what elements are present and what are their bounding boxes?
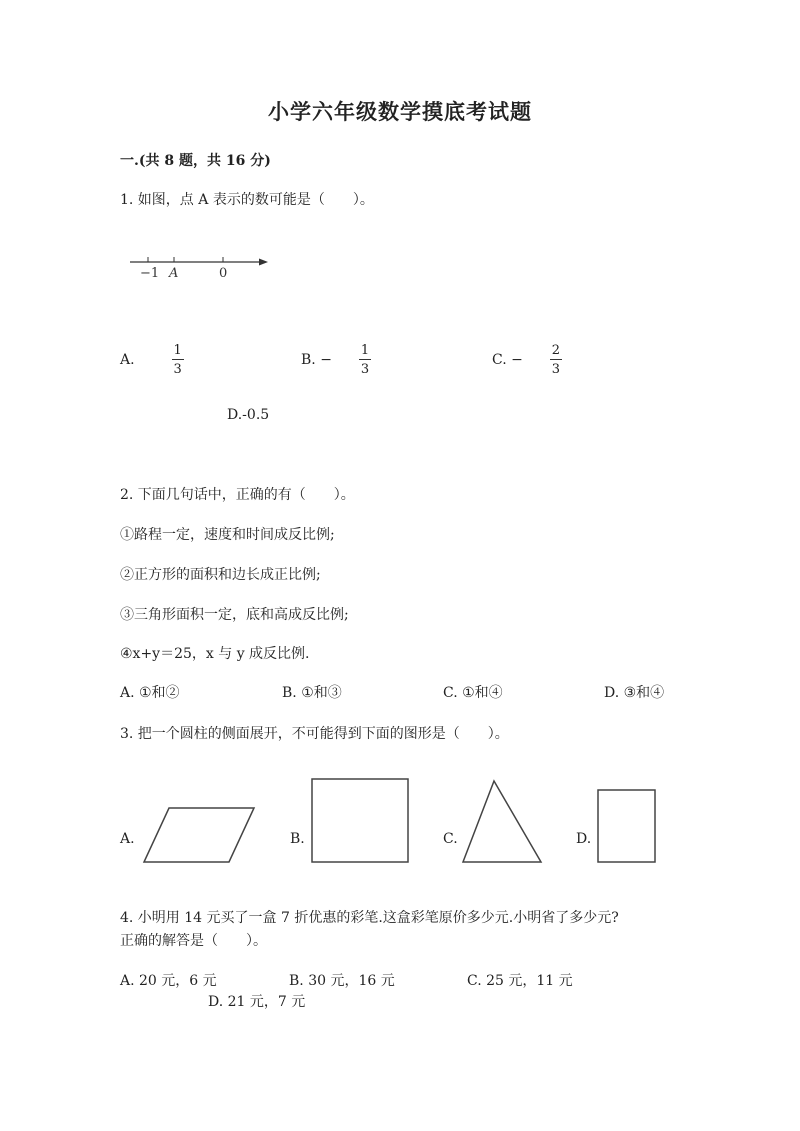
q2-option-b[interactable]: B. ①和③: [282, 685, 342, 701]
q1-option-b[interactable]: [301, 344, 371, 376]
wide-rectangle-shape: [310, 777, 411, 865]
option-label: A.: [120, 352, 135, 368]
option-label: C.: [492, 352, 507, 368]
fraction: $\frac{2}{3}$: [551, 343, 561, 377]
page-title: 小学六年级数学摸底考试题: [268, 99, 532, 124]
q4-option-b[interactable]: B. 30 元，16 元: [289, 973, 395, 989]
question-2-text: 2. 下面几句话中，正确的有（ ）。: [120, 487, 355, 503]
q1-option-a[interactable]: [120, 344, 184, 376]
q2-option-c[interactable]: C. ①和④: [443, 685, 503, 701]
q2-option-a[interactable]: A. ①和②: [120, 685, 180, 701]
option-label: B.: [301, 352, 316, 368]
minus-sign: −: [320, 352, 332, 368]
parallelogram-shape: [140, 804, 260, 866]
q3-option-d[interactable]: D.: [576, 831, 592, 847]
q4-option-d[interactable]: D. 21 元，7 元: [208, 994, 306, 1010]
q3-option-a[interactable]: A.: [120, 831, 135, 847]
label-0: 0: [219, 266, 228, 281]
q4-option-c[interactable]: C. 25 元，11 元: [467, 973, 573, 989]
fraction: $\frac{1}{3}$: [173, 343, 182, 377]
fraction: $\frac{1}{3}$: [360, 343, 370, 377]
q1-option-d[interactable]: D.-0.5: [227, 407, 270, 423]
triangle-shape: [460, 778, 545, 866]
label-neg1: −1: [140, 266, 160, 281]
label-A: A: [169, 266, 179, 281]
q1-option-c[interactable]: [492, 344, 562, 376]
q3-option-b[interactable]: B.: [290, 831, 305, 847]
question-1-text: 1. 如图，点 A 表示的数可能是（ ）。: [120, 192, 374, 208]
statement-1: ①路程一定，速度和时间成反比例;: [120, 527, 335, 543]
q4-option-a[interactable]: A. 20 元，6 元: [120, 973, 217, 989]
number-line-arrow: [259, 259, 268, 266]
tall-rectangle-shape: [596, 788, 658, 865]
statement-2: ②正方形的面积和边长成正比例;: [120, 567, 321, 583]
question-4-line-1: 4. 小明用 14 元买了一盒 7 折优惠的彩笔.这盒彩笔原价多少元.小明省了多少元?: [120, 910, 619, 926]
section-heading: 一.(共 8 题，共 16 分): [120, 153, 271, 169]
statement-4: ④x+y＝25，x 与 y 成反比例.: [120, 646, 310, 662]
q2-option-d[interactable]: D. ③和④: [604, 685, 665, 701]
minus-sign: −: [511, 352, 523, 368]
statement-3: ③三角形面积一定，底和高成反比例;: [120, 607, 349, 623]
question-3-text: 3. 把一个圆柱的侧面展开，不可能得到下面的图形是（ ）。: [120, 726, 509, 742]
number-line-figure: [125, 250, 275, 284]
q3-option-c[interactable]: C.: [443, 831, 458, 847]
question-4-line-2: 正确的解答是（ ）。: [120, 933, 267, 949]
